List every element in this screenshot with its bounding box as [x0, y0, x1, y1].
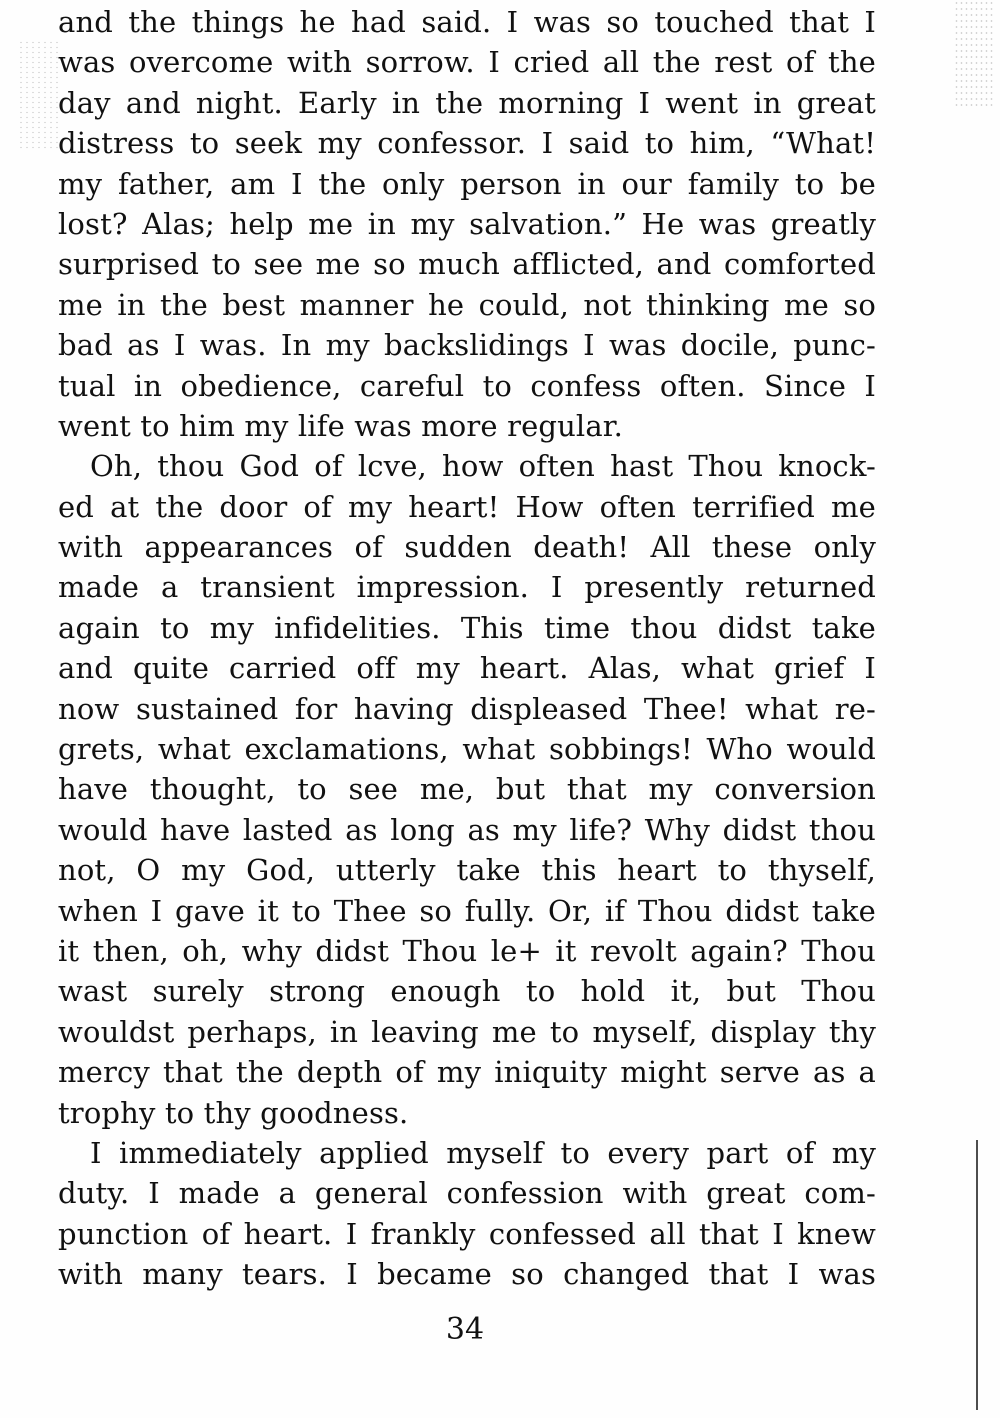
text-line: grets, what exclamations, what sobbings! Who would [58, 732, 876, 767]
scan-noise-top-left [18, 40, 58, 150]
text-line: and quite carried off my heart. Alas, what grief I [58, 651, 876, 686]
text-line: not, O my God, utterly take this heart to thyself, [58, 853, 876, 888]
text-line: mercy that the depth of my iniquity might serve as a [58, 1055, 876, 1090]
text-line: bad as I was. In my backslidings I was docile, punc- [58, 328, 876, 363]
text-line: made a transient impression. I presently returned [58, 570, 876, 605]
text-line: ed at the door of my heart! How often terrified me [58, 489, 876, 524]
text-line: trophy to thy goodness. [58, 1095, 409, 1130]
text-line: surprised to see me so much afflicted, and comforted [58, 247, 876, 282]
text-line: and the things he had said. I was so touched that I [58, 5, 876, 39]
text-line: wast surely strong enough to hold it, but Thou [58, 974, 876, 1009]
body-text [58, 2, 876, 1295]
text-line: would have lasted as long as my life? Why didst thou [58, 812, 876, 847]
text-line: tual in obedience, careful to confess often. Since I [58, 368, 876, 403]
text-line: distress to seek my confessor. I said to him, “What! [58, 126, 876, 161]
text-line: went to him my life was more regular. [58, 408, 623, 443]
text-line: my father, am I the only person in our family to be [58, 166, 876, 201]
text-line: when I gave it to Thee so fully. Or, if Thou didst take [58, 893, 876, 928]
page-edge-shadow [976, 1140, 978, 1410]
text-line: I immediately applied myself to every part of my [90, 1135, 876, 1170]
text-line: was overcome with sorrow. I cried all the rest of the [58, 45, 876, 80]
page-number: 34 [445, 1312, 485, 1347]
text-line: duty. I made a general confession with great com- [58, 1176, 876, 1211]
text-line: me in the best manner he could, not thinking me so [58, 287, 876, 322]
text-line: Oh, thou God of lcve, how often hast Thou knock- [90, 449, 876, 484]
text-line: day and night. Early in the morning I went in great [58, 85, 876, 120]
text-line: punction of heart. I frankly confessed all that I knew [58, 1216, 876, 1251]
text-line: it then, oh, why didst Thou le+ it revolt again? Thou [58, 933, 876, 968]
text-line: again to my infidelities. This time thou didst take [58, 610, 876, 645]
text-line: now sustained for having displeased Thee! what re- [58, 691, 876, 726]
text-line: with appearances of sudden death! All these only [58, 530, 876, 565]
text-line: with many tears. I became so changed that I was [58, 1257, 876, 1292]
text-line: lost? Alas; help me in my salvation.” He was greatly [58, 206, 876, 241]
scan-noise-top-right [954, 0, 994, 110]
text-line: wouldst perhaps, in leaving me to myself, display thy [58, 1014, 876, 1049]
text-line: have thought, to see me, but that my conversion [58, 772, 876, 807]
